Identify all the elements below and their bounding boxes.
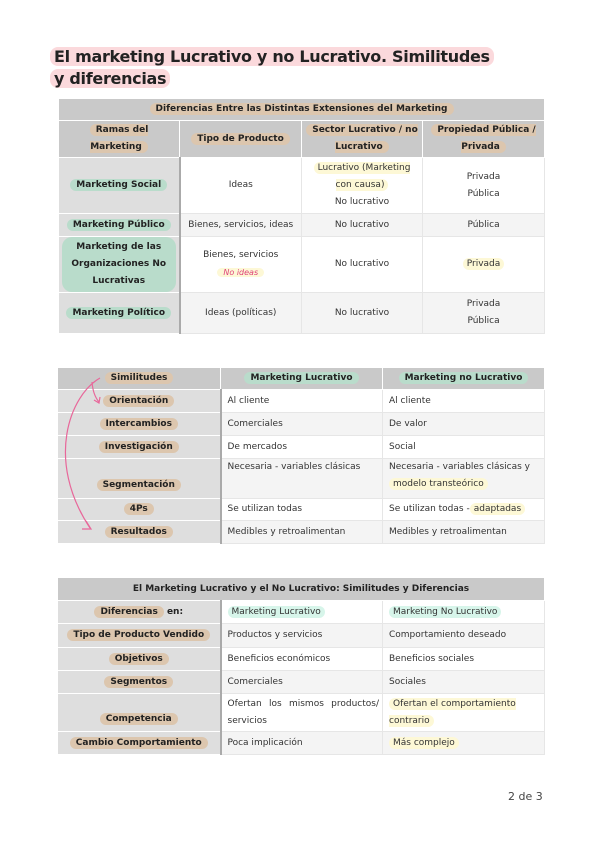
text: Marketing Social — [70, 179, 167, 191]
text: Diferencias — [94, 606, 163, 618]
text: Competencia — [100, 713, 178, 725]
text: Se utilizan todas — [221, 499, 383, 521]
text: Resultados — [105, 526, 173, 538]
title-text: El marketing Lucrativo y no Lucrativo. Similitudes y diferencias — [50, 47, 494, 88]
text: Diferencias Entre las Distintas Extensiones del Marketing — [150, 103, 454, 115]
table-row — [58, 732, 545, 755]
page-number: 2 de 3 — [508, 790, 543, 803]
table-row — [58, 671, 545, 694]
table-caption: El Marketing Lucrativo y el No Lucrativo: Similitudes y Diferencias — [58, 578, 545, 601]
table-row — [58, 601, 545, 624]
differences-table — [57, 577, 545, 755]
text: Tipo de Producto — [191, 133, 290, 145]
text: Bienes, servicios — [203, 250, 279, 260]
text: Necesaria - variables clásicas y — [389, 462, 530, 472]
text: Investigación — [99, 441, 179, 453]
table-row — [58, 648, 545, 671]
text: Poca implicación — [221, 732, 383, 755]
text: Al cliente — [383, 390, 545, 413]
text: adaptadas — [470, 503, 525, 515]
text: Cambio Comportamiento — [70, 737, 208, 749]
text: Orientación — [103, 395, 174, 407]
text: No lucrativo — [302, 293, 423, 334]
text: Pública — [423, 214, 545, 237]
text: Intercambios — [100, 418, 178, 430]
text: Ofertan el comportamiento contrario — [389, 698, 516, 726]
table-row — [58, 624, 545, 648]
handwritten-note: No ideas — [217, 268, 264, 277]
text: Objetivos — [109, 653, 169, 665]
text: 4Ps — [124, 503, 154, 515]
text: No lucrativo — [334, 197, 390, 207]
text: No lucrativo — [302, 214, 423, 237]
text: Medibles y retroalimentan — [383, 521, 545, 544]
text: Ofertan los mismos productos/ servicios — [221, 694, 383, 732]
text: Marketing No Lucrativo — [389, 606, 501, 618]
text: Segmentos — [104, 676, 173, 688]
text: Ideas (políticas) — [180, 293, 302, 334]
text: modelo transteórico — [389, 478, 488, 490]
text: Marketing no Lucrativo — [399, 372, 529, 384]
text: De valor — [383, 413, 545, 436]
text: Marketing Lucrativo — [244, 372, 358, 384]
text: Comportamiento deseado — [383, 624, 545, 648]
table-row — [58, 694, 545, 732]
text: Se utilizan todas - — [389, 504, 470, 514]
text: De mercados — [221, 436, 383, 459]
text: Comerciales — [221, 413, 383, 436]
text: Comerciales — [221, 671, 383, 694]
text: Sector Lucrativo / no Lucrativo — [306, 124, 418, 153]
text: Beneficios económicos — [221, 648, 383, 671]
text: Marketing Público — [67, 219, 171, 231]
text: Propiedad Pública / Privada — [431, 124, 535, 153]
text: Necesaria - variables clásicas — [221, 459, 383, 499]
text: Medibles y retroalimentan — [221, 521, 383, 544]
text: Privada — [466, 171, 501, 182]
text: Más complejo — [389, 737, 459, 749]
text: Bienes, servicios, ideas — [180, 214, 302, 237]
text: Tipo de Producto Vendido — [67, 629, 210, 641]
text: Marketing de las Organizaciones No Lucrativas — [62, 237, 176, 292]
text: Beneficios sociales — [383, 648, 545, 671]
text: Pública — [467, 316, 500, 326]
text: Privada — [466, 299, 501, 309]
text: en: — [163, 606, 184, 617]
text: Social — [383, 436, 545, 459]
text: Marketing Lucrativo — [228, 606, 325, 618]
text: Ideas — [180, 158, 302, 214]
text: Sociales — [383, 671, 545, 694]
text: Productos y servicios — [221, 624, 383, 648]
text: No lucrativo — [302, 237, 423, 293]
text: Privada — [463, 258, 505, 270]
text: Pública — [467, 188, 500, 199]
text: Segmentación — [97, 479, 181, 491]
text: Ramas del Marketing — [90, 125, 149, 152]
text: Lucrativo (Marketing con causa) — [314, 162, 411, 191]
text: Al cliente — [221, 390, 383, 413]
text: Similitudes — [105, 372, 174, 384]
text: Marketing Político — [66, 307, 171, 319]
